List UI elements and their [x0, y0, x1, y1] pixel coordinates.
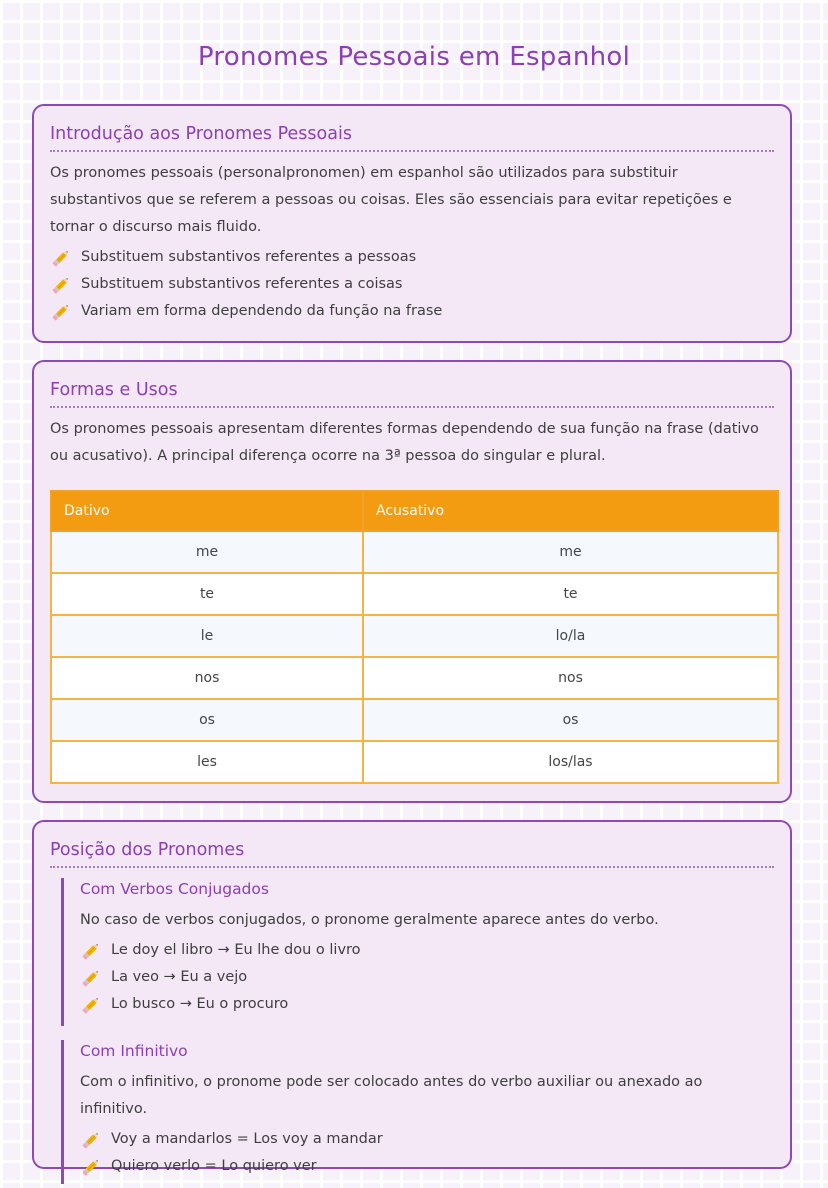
list-item [80, 991, 774, 1018]
intro-bullet-list [50, 244, 774, 325]
table-cell: le [51, 615, 363, 657]
header-dativo: Dativo [51, 491, 363, 531]
pencil-icon [80, 1129, 102, 1151]
list-item [80, 937, 774, 964]
table-cell: les [51, 741, 363, 783]
table-cell: te [363, 573, 778, 615]
intro-title: Introdução aos Pronomes Pessoais [50, 124, 774, 152]
intro-bullet-text: Substituem substantivos referentes a pessoas [81, 249, 417, 265]
table-cell: lo/la [363, 615, 778, 657]
list-item [50, 298, 774, 325]
pencil-icon [50, 301, 72, 323]
example-text: Le doy el libro → Eu lhe dou o livro [111, 942, 361, 958]
table-row [51, 615, 778, 657]
table-header-row [51, 491, 778, 531]
pencil-icon [50, 274, 72, 296]
example-text: Quiero verlo = Lo quiero ver [111, 1158, 317, 1174]
table-cell: nos [51, 657, 363, 699]
pencil-icon [80, 1156, 102, 1178]
conjugated-bullet-list [80, 937, 774, 1018]
list-item [80, 1126, 774, 1153]
table-row [51, 699, 778, 741]
table-cell: te [51, 573, 363, 615]
table-cell: me [363, 531, 778, 573]
list-item [50, 244, 774, 271]
table-row [51, 741, 778, 783]
conjugated-subsection [61, 878, 774, 1026]
table-cell: me [51, 531, 363, 573]
table-cell: nos [363, 657, 778, 699]
pencil-icon [80, 967, 102, 989]
list-item [80, 964, 774, 991]
infinitive-paragraph: Com o infinitivo, o pronome pode ser colocado antes do verbo auxiliar ou anexado ao infinitivo. [80, 1074, 703, 1117]
forms-card [32, 360, 792, 803]
table-row [51, 573, 778, 615]
intro-card [32, 104, 792, 343]
conjugated-paragraph: No caso de verbos conjugados, o pronome geralmente aparece antes do verbo. [80, 912, 659, 928]
page-title: Pronomes Pessoais em Espanhol [197, 42, 631, 72]
intro-paragraph: Os pronomes pessoais (personalpronomen) em espanhol são utilizados para substituir substantivos que se referem a pessoas ou coisas. Eles são essenciais para evitar repetições e tornar o discurso mais fluido. [50, 165, 732, 235]
table-cell: os [363, 699, 778, 741]
table-row [51, 657, 778, 699]
infinitive-title: Com Infinitivo [80, 1042, 188, 1060]
table-row [51, 531, 778, 573]
pronoun-table [50, 490, 779, 784]
example-text: La veo → Eu a vejo [111, 969, 248, 985]
example-text: Voy a mandarlos = Los voy a mandar [111, 1131, 383, 1147]
pencil-icon [80, 940, 102, 962]
header-acusativo: Acusativo [363, 491, 778, 531]
position-card [32, 820, 792, 1174]
forms-title: Formas e Usos [50, 380, 774, 408]
intro-bullet-text: Variam em forma dependendo da função na frase [81, 303, 443, 319]
example-text: Lo busco → Eu o procuro [111, 996, 289, 1012]
list-item [80, 1153, 774, 1180]
conjugated-title: Com Verbos Conjugados [80, 880, 269, 898]
forms-paragraph: Os pronomes pessoais apresentam diferentes formas dependendo de sua função na frase (dativo ou acusativo). A principal diferença ocorre na 3ª pessoa do singular e plural. [50, 421, 759, 464]
pencil-icon [80, 994, 102, 1016]
list-item [50, 271, 774, 298]
infinitive-bullet-list [80, 1126, 774, 1180]
table-cell: los/las [363, 741, 778, 783]
pencil-icon [50, 247, 72, 269]
table-cell: os [51, 699, 363, 741]
infinitive-subsection [61, 1040, 774, 1184]
position-title: Posição dos Pronomes [50, 840, 774, 868]
intro-bullet-text: Substituem substantivos referentes a coisas [81, 276, 403, 292]
